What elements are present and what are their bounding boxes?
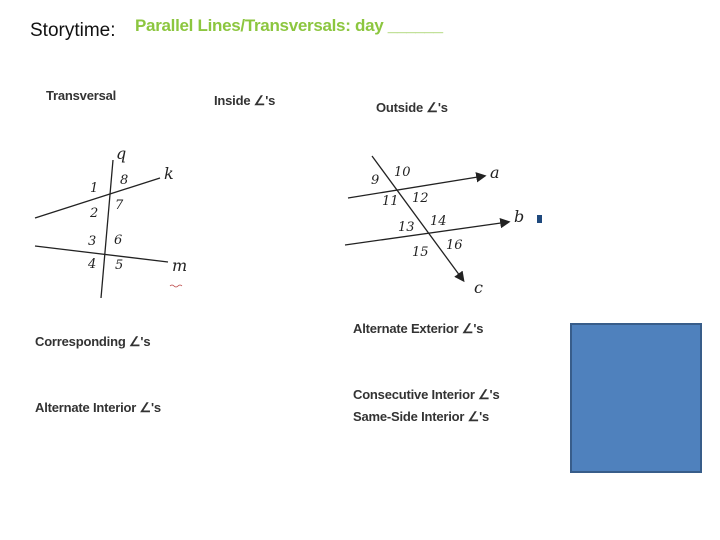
angle-16: 16: [446, 238, 463, 253]
inside-angles-label: Inside ∠'s: [214, 93, 276, 108]
alternate-interior-label: Alternate Interior ∠'s: [35, 400, 161, 415]
angle-4: 4: [88, 257, 97, 272]
line-m: [35, 246, 168, 262]
outside-angles-label: Outside ∠'s: [376, 100, 448, 115]
angle-15: 15: [412, 245, 429, 260]
corresponding-angles-label: Corresponding ∠'s: [35, 334, 151, 349]
angle-5: 5: [115, 258, 124, 273]
consecutive-interior-label: Consecutive Interior ∠'s: [353, 387, 500, 402]
transversal-c-line: [372, 156, 463, 280]
angle-8: 8: [120, 173, 129, 188]
line-c-label: c: [474, 278, 483, 297]
angle-11: 11: [382, 194, 399, 209]
bullet-marker: [537, 215, 542, 223]
line-a-label: a: [490, 163, 500, 182]
line-q-label: q: [116, 144, 127, 163]
squiggle-m: [170, 285, 182, 287]
angle-9: 9: [371, 173, 380, 188]
angle-1: 1: [90, 181, 99, 196]
angle-12: 12: [412, 191, 429, 206]
angle-6: 6: [114, 233, 123, 248]
page-title: Parallel Lines/Transversals: day ______: [135, 16, 443, 35]
alternate-exterior-label: Alternate Exterior ∠'s: [353, 321, 484, 336]
same-side-interior-label: Same-Side Interior ∠'s: [353, 409, 490, 424]
transversal-label: Transversal: [46, 88, 117, 103]
line-k-label: k: [164, 164, 174, 183]
line-b: [345, 222, 508, 245]
angle-2: 2: [90, 206, 99, 221]
angle-7: 7: [115, 198, 124, 213]
angle-10: 10: [394, 165, 411, 180]
angle-3: 3: [88, 234, 97, 249]
line-b-label: b: [514, 207, 525, 226]
storytime-label: Storytime:: [30, 20, 116, 41]
transversal-q-line: [101, 160, 113, 298]
angle-14: 14: [430, 214, 447, 229]
line-m-label: m: [172, 256, 188, 275]
blue-rectangle: [570, 323, 702, 473]
angle-13: 13: [398, 220, 415, 235]
